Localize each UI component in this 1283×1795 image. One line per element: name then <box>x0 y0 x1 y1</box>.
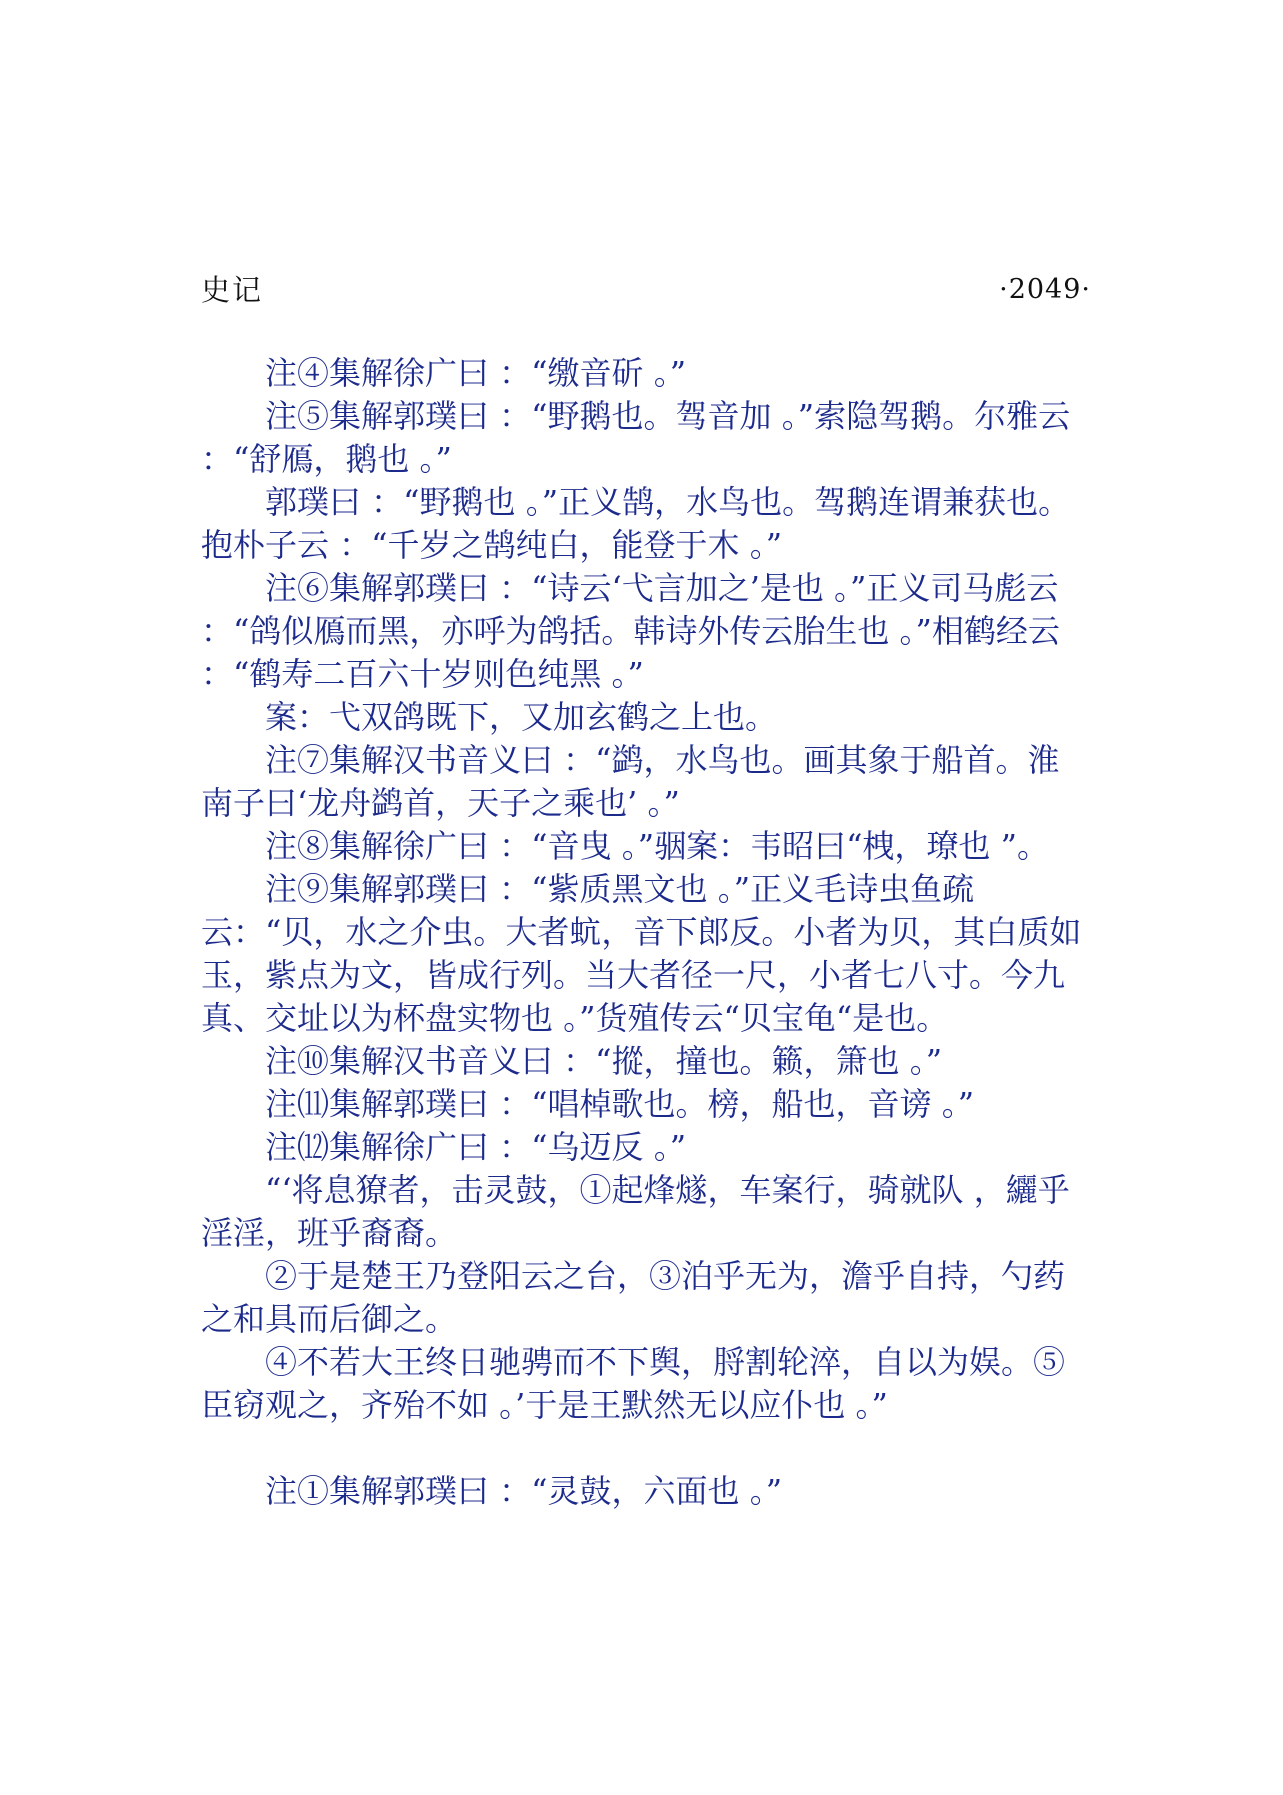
note-paragraph: 注①集解郭璞曰 ：“灵鼓，六面也 。” <box>265 1472 783 1510</box>
note-paragraph: 注⑾集解郭璞曰 ：“唱棹歌也。榜，船也，音谤 。” <box>265 1085 975 1123</box>
page-header <box>201 268 1091 312</box>
note-paragraph: 注⑥集解郭璞曰 ：“诗云‘弋言加之’是也 。”正义司马彪云 ：“鸽似鴈而黑，亦呼为鸽括。韩诗外传云胎生也 。”相鹤经云 ：“鹤寿二百六十岁则色纯黑 。” <box>201 569 1060 693</box>
note-paragraph: 注⑧集解徐广曰 ：“音曳 。”骃案：韦昭曰“栧，璙也 ”。 <box>265 827 1049 865</box>
paragraph-gap <box>201 1427 1091 1470</box>
main-text-paragraph: ②于是楚王乃登阳云之台，③泊乎无为，澹乎自持，勺药之和具而后御之。 <box>201 1257 1066 1338</box>
commentary-paragraph: 案：弋双鸽既下，又加玄鹤之上也。 <box>265 698 778 736</box>
main-text-paragraph: ④不若大王终日驰骋而不下舆，脟割轮淬，自以为娱。⑤臣窃观之，齐殆不如 。’于是王默然无以应仆也 。” <box>201 1343 1066 1424</box>
note-paragraph: 注④集解徐广曰 ：“缴音斫 。” <box>265 354 687 392</box>
note-paragraph: 注⑤集解郭璞曰 ：“野鹅也。驾音加 。”索隐驾鹅。尔雅云 ：“舒鴈，鹅也 。” <box>201 397 1071 478</box>
note-paragraph: 注⑦集解汉书音义曰 ：“鹢，水鸟也。画其象于船首。淮南子曰‘龙舟鹢首，天子之乘也’ 。” <box>201 741 1060 822</box>
page-number: ·2049· <box>999 274 1091 305</box>
main-text-paragraph: “‘将息獠者，击灵鼓，①起烽燧，车案行，骑就队 ，纚乎淫淫，班乎裔裔。 <box>201 1171 1070 1252</box>
note-paragraph: 注⑨集解郭璞曰 ：“紫质黑文也 。”正义毛诗虫鱼疏云：“贝，水之介虫。大者蚢，音下郎反。小者为贝，其白质如玉，紫点为文，皆成行列。当大者径一尺，小者七八寸。今九真、交址以为杯盘实物也 。”货殖传云“贝宝龟“是也。 <box>201 870 1082 1037</box>
body-text <box>201 352 1091 1513</box>
running-title: 史记 <box>201 273 264 307</box>
note-paragraph: 郭璞曰 ：“野鹅也 。”正义鹄，水鸟也。驾鹅连谓兼获也。抱朴子云 ：“千岁之鹄纯白，能登于木 。” <box>201 483 1071 564</box>
note-paragraph: 注⑿集解徐广曰 ：“乌迈反 。” <box>265 1128 687 1166</box>
note-paragraph: 注⑩集解汉书音义曰 ：“摐，撞也。籁，箫也 。” <box>265 1042 943 1080</box>
